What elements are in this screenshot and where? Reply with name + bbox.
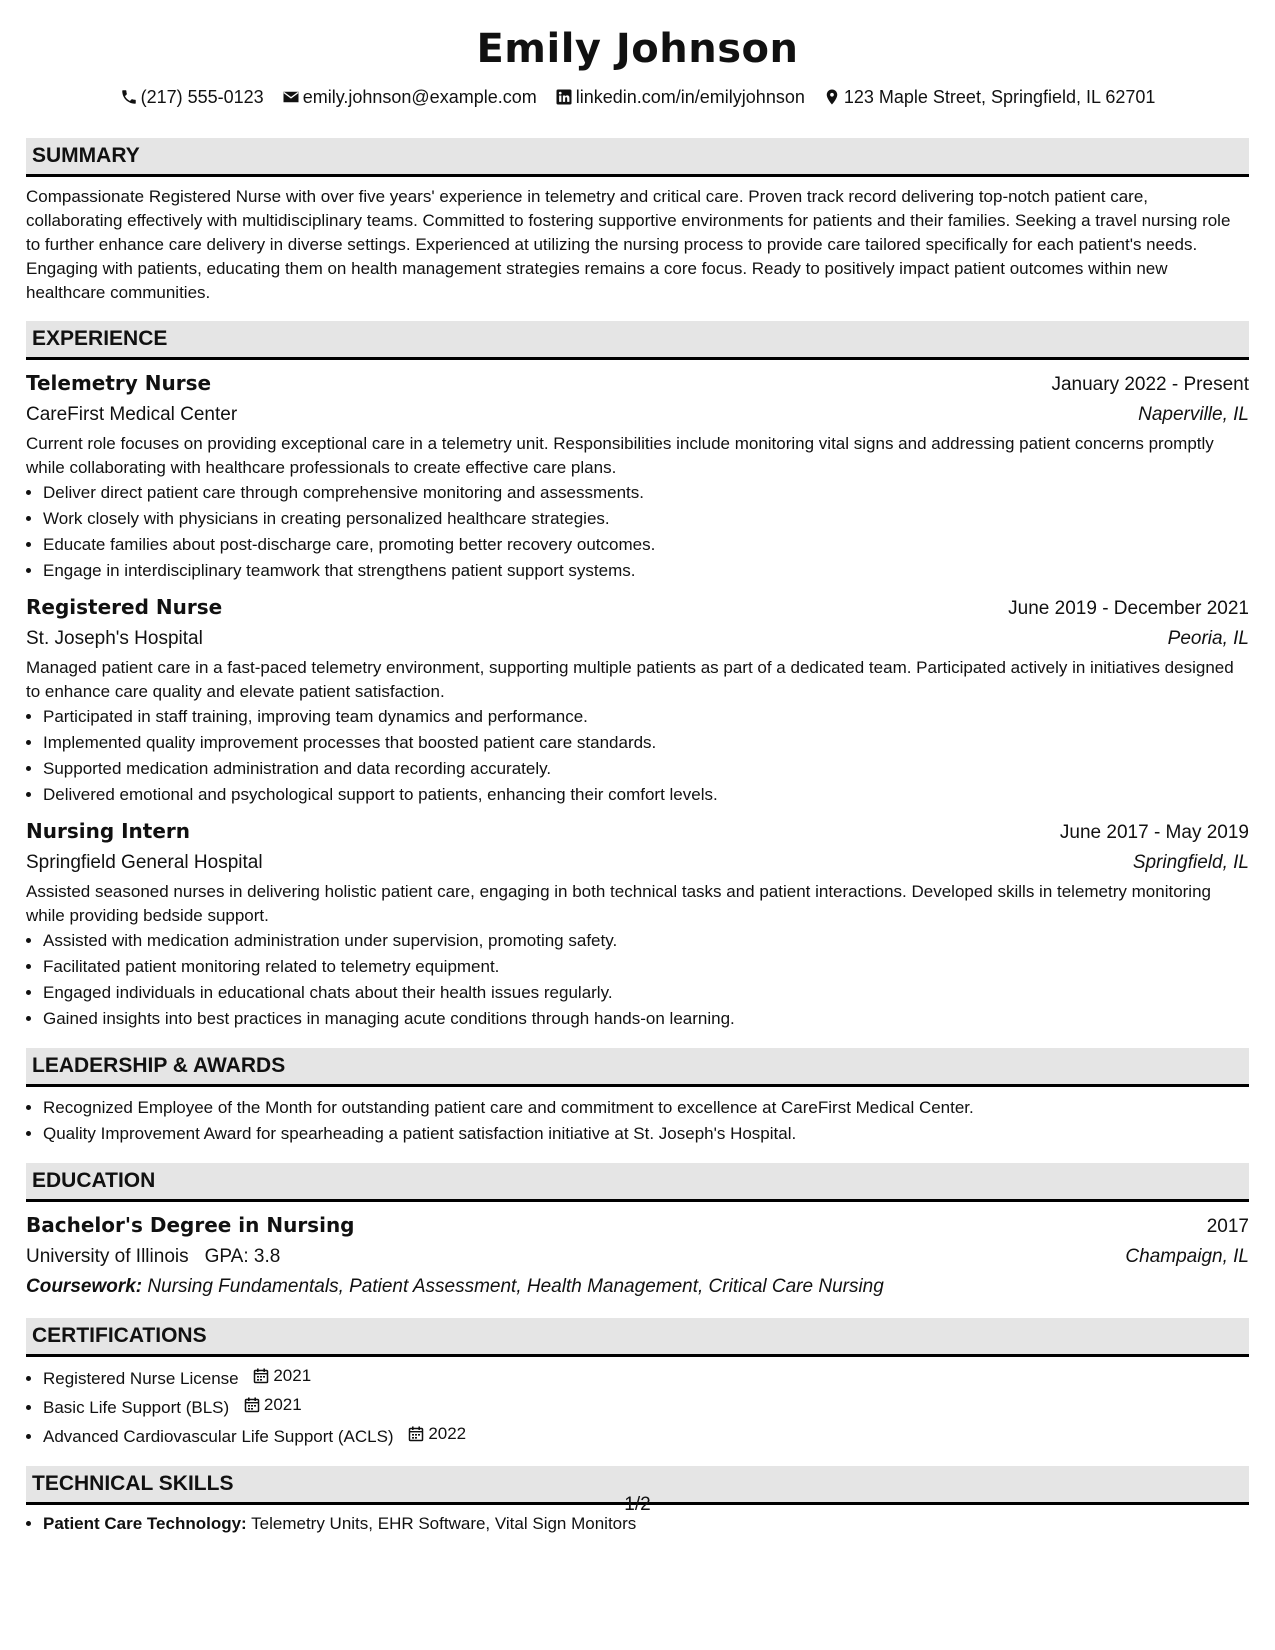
degree-title: Bachelor's Degree in Nursing (26, 1213, 355, 1237)
job-bullets (26, 480, 1249, 584)
experience-section (26, 321, 1249, 1032)
calendar-icon (253, 1368, 269, 1384)
list-item: • Implemented quality improvement processes that boosted patient care standards. (43, 730, 1249, 756)
calendar-icon (408, 1426, 424, 1442)
cert-year: 2021 (273, 1366, 312, 1385)
list-item: • Supported medication administration and data recording accurately. (43, 756, 1249, 782)
list-item: • Delivered emotional and psychological support to patients, enhancing their comfort levels. (43, 782, 1249, 808)
candidate-name: Emily Johnson (476, 26, 799, 72)
employer: St. Joseph's Hospital (26, 628, 203, 649)
cert-year: 2022 (428, 1424, 467, 1443)
phone-text: (217) 555-0123 (140, 87, 264, 107)
list-item: • Work closely with physicians in creating personalized healthcare strategies. (43, 506, 1249, 532)
list-item (43, 1392, 1249, 1421)
job-location: Peoria, IL (1167, 628, 1249, 649)
section-heading: EDUCATION (26, 1163, 1249, 1202)
employer: CareFirst Medical Center (26, 404, 238, 425)
list-item: • Engage in interdisciplinary teamwork that strengthens patient support systems. (43, 558, 1249, 584)
contact-email[interactable] (282, 86, 537, 108)
awards-list (26, 1095, 1249, 1147)
graduation-year: 2017 (1206, 1216, 1249, 1237)
list-item: • Participated in staff training, improving team dynamics and performance. (43, 704, 1249, 730)
job-dates: June 2017 - May 2019 (1059, 822, 1249, 843)
job-description: Managed patient care in a fast-paced telemetry environment, supporting multiple patients as part of a dedicated team. Participated actively in initiatives designed to enhance care quality and elevate patient satisfaction. (26, 658, 1234, 701)
job-title: Telemetry Nurse (26, 371, 212, 395)
contact-phone (120, 86, 264, 108)
skill-values: Telemetry Units, EHR Software, Vital Sign Monitors (251, 1514, 637, 1533)
job-location: Springfield, IL (1132, 852, 1249, 873)
job-description: Assisted seasoned nurses in delivering holistic patient care, engaging in both technical tasks and patient interactions. Developed skills in telemetry monitoring while providing bedside support. (26, 882, 1211, 925)
section-heading: EXPERIENCE (26, 321, 1249, 360)
school-name: University of Illinois (26, 1246, 189, 1267)
email-link[interactable]: emily.johnson@example.com (302, 87, 537, 107)
job-entry (26, 592, 1249, 808)
skill-category: Patient Care Technology: (43, 1514, 247, 1533)
job-bullets (26, 928, 1249, 1032)
summary-text: Compassionate Registered Nurse with over five years' experience in telemetry and critical care. Proven track record delivering top-notch patient care, collaborating effectively with multidisciplinary teams. Committed to fostering supportive environments for patients and their families. Seeking a travel nursing role to further enhance care delivery in diverse settings. Experienced at utilizing the nursing process to provide care tailored specifically for each patient's needs. Engaging with patients, educating them on health management strategies remains a core focus. Ready to positively impact patient outcomes within new healthcare communities. (26, 187, 1231, 302)
contact-address (823, 86, 1156, 108)
list-item: • Gained insights into best practices in managing acute conditions through hands-on learning. (43, 1006, 1249, 1032)
job-entry (26, 816, 1249, 1032)
phone-icon (120, 88, 138, 106)
list-item: • Engaged individuals in educational chats about their health issues regularly. (43, 980, 1249, 1006)
contact-linkedin[interactable] (555, 86, 805, 108)
envelope-icon (282, 88, 300, 106)
job-bullets (26, 704, 1249, 808)
coursework-list: Nursing Fundamentals, Patient Assessment, Health Management, Critical Care Nursing (147, 1276, 884, 1297)
gpa: GPA: 3.8 (204, 1246, 281, 1267)
address-text: 123 Maple Street, Springfield, IL 62701 (843, 87, 1156, 107)
section-heading: LEADERSHIP & AWARDS (26, 1048, 1249, 1087)
job-entry (26, 368, 1249, 584)
location-pin-icon (823, 88, 841, 106)
job-title: Registered Nurse (26, 595, 223, 619)
certifications-list (26, 1363, 1249, 1450)
list-item (43, 1421, 1249, 1450)
cert-name: Basic Life Support (BLS) (43, 1398, 230, 1417)
employer: Springfield General Hospital (26, 852, 263, 873)
section-heading: SUMMARY (26, 138, 1249, 177)
list-item: • Assisted with medication administration under supervision, promoting safety. (43, 928, 1249, 954)
job-location: Naperville, IL (1138, 404, 1249, 425)
page-number: 1/2 (624, 1494, 651, 1515)
leadership-section (26, 1048, 1249, 1147)
contact-bar (26, 86, 1249, 108)
list-item (43, 1363, 1249, 1392)
cert-year: 2021 (263, 1395, 302, 1414)
section-heading: TECHNICAL SKILLS (26, 1466, 1249, 1505)
job-dates: June 2019 - December 2021 (1008, 598, 1249, 619)
education-entry (26, 1210, 1249, 1302)
job-title: Nursing Intern (26, 819, 191, 843)
list-item: • Deliver direct patient care through comprehensive monitoring and assessments. (43, 480, 1249, 506)
coursework (26, 1272, 1249, 1302)
list-item: • Facilitated patient monitoring related to telemetry equipment. (43, 954, 1249, 980)
list-item: • Recognized Employee of the Month for outstanding patient care and commitment to excellence at CareFirst Medical Center. (43, 1095, 1249, 1121)
school-line (26, 1242, 280, 1272)
cert-name: Advanced Cardiovascular Life Support (ACLS) (43, 1427, 394, 1446)
coursework-label: Coursework: (26, 1276, 143, 1297)
linkedin-icon (555, 88, 573, 106)
education-section (26, 1163, 1249, 1302)
certifications-section (26, 1318, 1249, 1450)
calendar-icon (244, 1397, 260, 1413)
list-item: • Educate families about post-discharge care, promoting better recovery outcomes. (43, 532, 1249, 558)
job-dates: January 2022 - Present (1051, 374, 1249, 395)
school-location: Champaign, IL (1125, 1246, 1249, 1267)
linkedin-link[interactable]: linkedin.com/in/emilyjohnson (575, 87, 805, 107)
cert-name: Registered Nurse License (43, 1369, 239, 1388)
job-description: Current role focuses on providing exceptional care in a telemetry unit. Responsibilities include monitoring vital signs and addressing patient concerns promptly while collaborating with healthcare professionals to create effective care plans. (26, 434, 1214, 477)
section-heading: CERTIFICATIONS (26, 1318, 1249, 1357)
list-item: • Quality Improvement Award for spearheading a patient satisfaction initiative at St. Joseph's Hospital. (43, 1121, 1249, 1147)
summary-section (26, 138, 1249, 305)
